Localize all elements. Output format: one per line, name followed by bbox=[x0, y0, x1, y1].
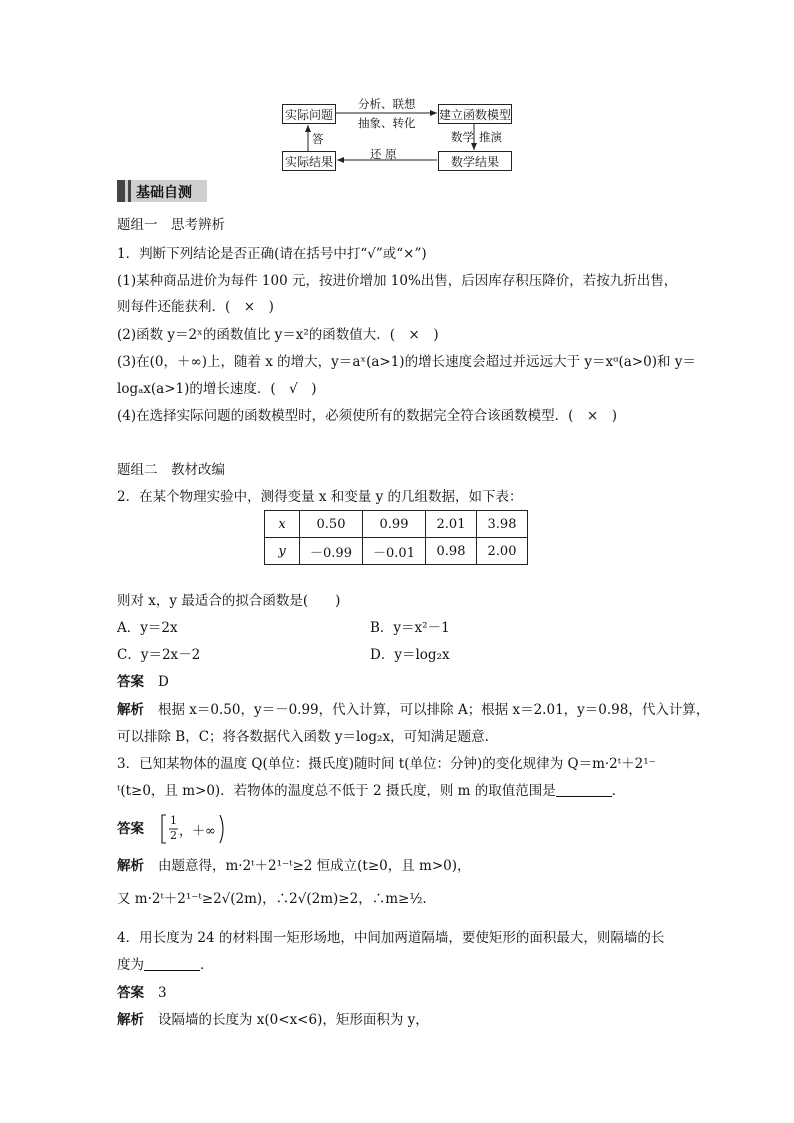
label-analyze: 分析、联想 bbox=[358, 97, 416, 111]
question-3a: 3．已知某物体的温度 Q(单位：摄氏度)随时间 t(单位：分钟)的变化规律为 Q＝m·2ᵗ＋2¹⁻ bbox=[117, 756, 656, 772]
option-a: A．y＝2x bbox=[117, 620, 178, 636]
table-cell: 3.98 bbox=[477, 511, 528, 538]
analysis-text: 设隔墙的长度为 x(0<x<6)，矩形面积为 y， bbox=[158, 1012, 429, 1028]
label-abstract: 抽象、转化 bbox=[358, 116, 416, 130]
analysis-label: 解析 bbox=[117, 858, 144, 874]
analysis-2b: 可以排除 B，C；将各数据代入函数 y＝log₂x，可知满足题意. bbox=[117, 729, 489, 745]
flowchart-arrows bbox=[0, 0, 794, 180]
section-header-mark-2 bbox=[128, 180, 131, 202]
answer-4 bbox=[117, 984, 167, 1002]
interval-rest: ，＋∞ bbox=[179, 824, 216, 839]
answer-label: 答案 bbox=[117, 985, 144, 1001]
label-answer: 答 bbox=[312, 132, 324, 146]
fraction-numerator: 1 bbox=[170, 814, 177, 827]
table-cell: 0.99 bbox=[363, 511, 426, 538]
question-2-ask: 则对 x，y 最适合的拟合函数是( ) bbox=[117, 593, 341, 609]
statement-1a: (1)某种商品进价为每件 100 元，按进价增加 10%出售，后因库存积压降价，若按九折出售， bbox=[117, 273, 678, 289]
label-math: 数学 bbox=[451, 130, 474, 144]
answer-3-interval bbox=[160, 812, 226, 846]
box-build-model: 建立函数模型 bbox=[438, 104, 512, 124]
question-3b-text: ᵗ(t≥0，且 m>0)．若物体的温度总不低于 2 摄氏度，则 m 的取值范围是 bbox=[117, 783, 556, 799]
table-cell: 0.98 bbox=[426, 538, 477, 565]
analysis-text: 由题意得，m·2ᵗ＋2¹⁻ᵗ≥2 恒成立(t≥0，且 m>0)， bbox=[158, 858, 471, 874]
group1-title: 题组一 思考辨析 bbox=[117, 217, 225, 233]
question-2: 2．在某个物理实验中，测得变量 x 和变量 y 的几组数据，如下表： bbox=[117, 489, 523, 505]
analysis-text: 根据 x＝0.50，y＝－0.99，代入计算，可以排除 A；根据 x＝2.01，y＝0.98，代入计算， bbox=[158, 702, 710, 718]
box-math-result: 数学结果 bbox=[438, 151, 512, 171]
data-table bbox=[264, 510, 528, 565]
answer-3 bbox=[117, 820, 158, 838]
question-1: 1．判断下列结论是否正确(请在括号中打“√”或“×”) bbox=[117, 246, 427, 262]
group2-title: 题组二 教材改编 bbox=[117, 462, 225, 478]
fraction-denominator: 2 bbox=[170, 829, 177, 842]
statement-2: (2)函数 y＝2ˣ的函数值比 y＝x²的函数值大．( × ) bbox=[117, 327, 439, 343]
analysis-label: 解析 bbox=[117, 1012, 144, 1028]
analysis-2a bbox=[117, 701, 709, 719]
table-cell: 0.50 bbox=[300, 511, 363, 538]
section-title: 基础自测 bbox=[136, 185, 192, 201]
question-4b-text: 度为 bbox=[117, 957, 144, 973]
analysis-3a bbox=[117, 857, 471, 875]
box-real-problem: 实际问题 bbox=[282, 104, 336, 124]
label-derive: 推演 bbox=[479, 130, 502, 144]
answer-value: 3 bbox=[158, 985, 167, 1001]
question-3b-end: ． bbox=[611, 783, 626, 799]
analysis-3b: 又 m·2ᵗ＋2¹⁻ᵗ≥2√(2m)，∴2√(2m)≥2，∴m≥½. bbox=[117, 891, 427, 907]
section-header-mark bbox=[117, 180, 125, 202]
analysis-4 bbox=[117, 1011, 429, 1029]
analysis-label: 解析 bbox=[117, 702, 144, 718]
box-real-result: 实际结果 bbox=[282, 151, 336, 171]
answer-label: 答案 bbox=[117, 821, 144, 837]
answer-label: 答案 bbox=[117, 674, 144, 690]
option-b: B．y＝x²－1 bbox=[370, 620, 450, 636]
answer-value: D bbox=[158, 674, 169, 690]
table-cell: 2.00 bbox=[477, 538, 528, 565]
table-cell: －0.99 bbox=[300, 538, 363, 565]
option-c: C．y＝2x－2 bbox=[117, 647, 201, 663]
table-row bbox=[265, 538, 528, 565]
table-cell: －0.01 bbox=[363, 538, 426, 565]
statement-3a: (3)在(0，＋∞)上，随着 x 的增大，y＝aˣ(a>1)的增长速度会超过并远远大于 y＝xᵅ(a>0)和 y＝ bbox=[117, 354, 696, 370]
table-cell: x bbox=[265, 511, 300, 538]
answer-blank bbox=[144, 957, 200, 971]
answer-2 bbox=[117, 673, 169, 691]
question-4b-end: ． bbox=[200, 957, 214, 973]
statement-4: (4)在选择实际问题的函数模型时，必须使所有的数据完全符合该函数模型．( × ) bbox=[117, 408, 617, 424]
question-4a: 4．用长度为 24 的材料围一矩形场地，中间加两道隔墙，要使矩形的面积最大，则隔墙的长 bbox=[117, 930, 665, 946]
question-3b bbox=[117, 782, 625, 800]
table-cell: y bbox=[265, 538, 300, 565]
statement-3b: logₐx(a>1)的增长速度．( √ ) bbox=[117, 381, 317, 397]
label-restore: 还 原 bbox=[370, 147, 397, 161]
table-cell: 2.01 bbox=[426, 511, 477, 538]
answer-blank bbox=[556, 783, 612, 797]
table-row bbox=[265, 511, 528, 538]
question-4b bbox=[117, 956, 214, 974]
statement-1b: 则每件还能获利．( × ) bbox=[117, 299, 274, 315]
option-d: D．y＝log₂x bbox=[370, 647, 450, 663]
